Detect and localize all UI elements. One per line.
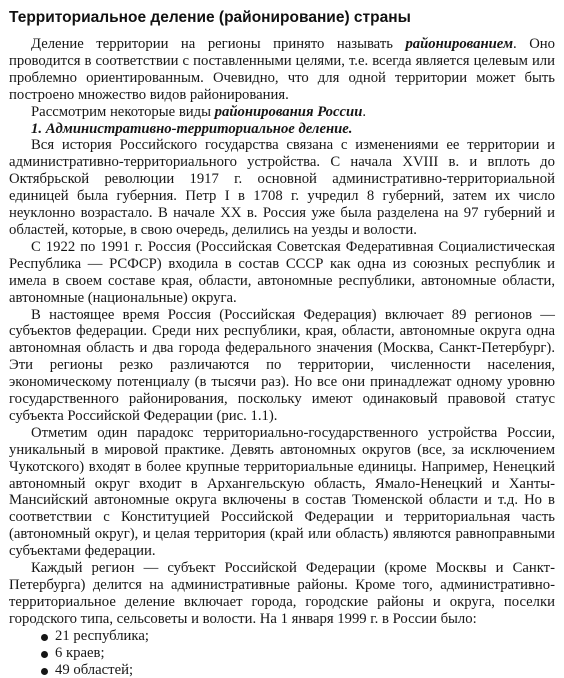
emphasized-term: районирования России	[214, 103, 363, 120]
paragraph-administrative-districts: Каждый регион — субъект Российской Федерации (кроме Москвы и Санкт-Петербурга) делится на административные районы. Кроме того, административно-территориальное деление включает города, городские районы и округа, поселки городского типа, сельсоветы и волости. На 1 января 1999 г. в России было:	[9, 560, 555, 627]
text-run: . Оно проводится в соответствии с поставленными целями, т.е. всегда является целевым или проблемно ориентированным. Очевидно, что для одной территории может быть построено множество видов районирования.	[9, 36, 556, 103]
list-item	[55, 662, 555, 678]
bullet-icon	[41, 668, 48, 675]
paragraph-types-intro	[9, 104, 555, 121]
bullet-list	[9, 628, 555, 678]
list-item-text: 21 республика;	[55, 627, 149, 644]
subsection-heading: 1. Административно-территориальное деление.	[31, 120, 353, 137]
bullet-icon	[41, 634, 48, 641]
bullet-icon	[41, 651, 48, 658]
list-item-text: 6 краев;	[55, 644, 105, 661]
text-run: .	[362, 103, 367, 120]
paragraph-paradox: Отметим один парадокс территориально-государственного устройства России, уникальный в мировой практике. Девять автономных округов (все, за исключением Чукотского) входят в более крупные территориальные единицы. Например, Ненецкий автономный округ входит в Архангельскую область, Ямало-Ненецкий и Ханты-Мансийский автономные округа включены в состав Тюменской области и т.д. Но в соответствии с Конституцией Российской Федерации и территориальная часть (автономный округ), и целая территория (край или область) являются равноправными субъектами федерации.	[9, 424, 555, 560]
paragraph-rsfsr: С 1922 по 1991 г. Россия (Российская Советская Федеративная Социалистическая Республика — РСФСР) входила в состав СССР как одна из союзных республик и имела в своем составе края, области, автономные республики, автономные области, автономные (национальные) округа.	[9, 238, 555, 306]
section-heading: Территориальное деление (районирование) страны	[9, 9, 411, 26]
paragraph-history: Вся история Российского государства связана с изменениями ее территории и административно-территориального устройства. С начала XVIII в. и вплоть до Октябрьской революции 1917 г. основной административно-территориальной единицей была губерния. Петр I в 1708 г. учредил 8 губерний, затем их число неуклонно возрастало. В начале XX в. Россия уже была разделена на 97 губерний и областей, которые, в свою очередь, делились на уезды и волости.	[9, 137, 555, 238]
emphasized-term: районированием	[405, 36, 514, 52]
text-run: Деление территории на регионы принято называть	[31, 36, 406, 52]
paragraph-federation-subjects: В настоящее время Россия (Российская Федерация) включает 89 регионов — субъектов федерации. Среди них республики, края, области, автономные округа одна автономная область и два города федерального значения (Москва, Санкт-Петербург). Эти регионы резко различаются по территории, численности населения, экономическому потенциалу (в тысячи раз). Но все они принадлежат одному уровню государственного районирования, поскольку имеют одинаковый правовой статус субъекта Российской Федерации (рис. 1.1).	[9, 306, 555, 424]
list-item-text: 49 областей;	[55, 661, 134, 678]
list-item	[55, 645, 555, 662]
list-item	[55, 628, 555, 645]
paragraph-regionalization-definition	[9, 36, 555, 104]
text-run: Рассмотрим некоторые виды	[31, 103, 215, 120]
